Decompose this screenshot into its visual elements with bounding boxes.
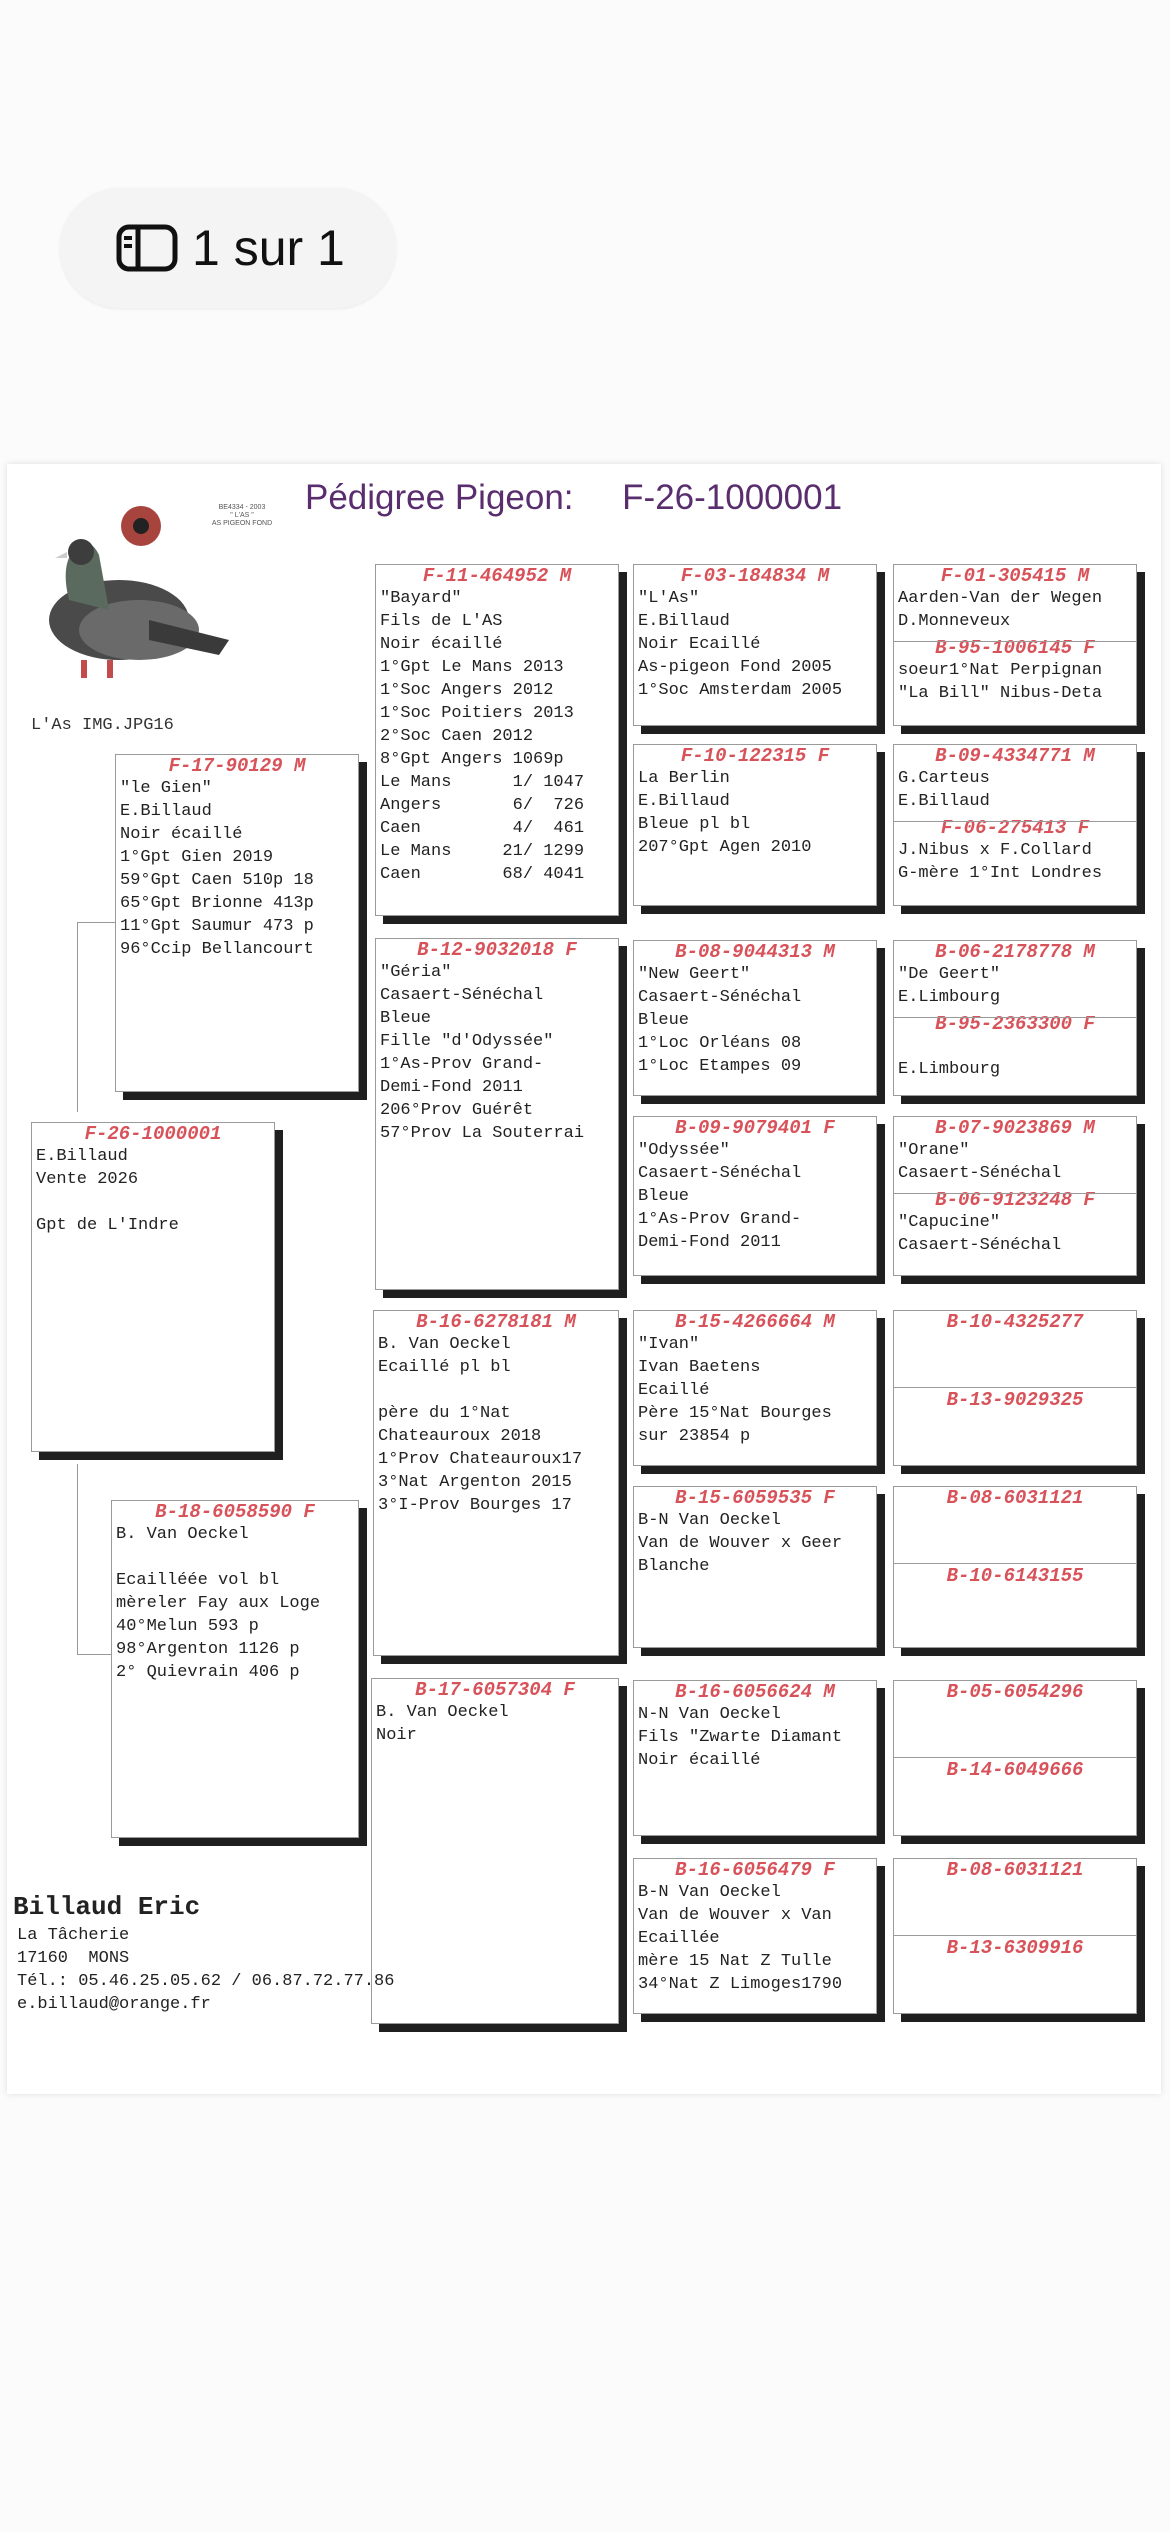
ring-number: B-06-9123248 F xyxy=(935,1189,1095,1211)
gen4-pair-box[interactable] xyxy=(893,744,1137,906)
pigeon-info: "Capucine" Casaert-Sénéchal xyxy=(898,1213,1062,1255)
pigeon-info: La Berlin E.Billaud Bleue pl bl 207°Gpt Agen 2010 xyxy=(638,769,812,857)
gen4-pair-box[interactable] xyxy=(893,1680,1137,1836)
pigeon-info: G.Carteus E.Billaud xyxy=(898,769,990,811)
pigeon-info: N-N Van Oeckel Fils "Zwarte Diamant Noir écaillé xyxy=(638,1705,843,1770)
pigeon-info: Aarden-Van der Wegen D.Monneveux xyxy=(898,589,1103,631)
ring-number: F-26-1000001 xyxy=(84,1123,222,1145)
pigeon-info: "Odyssée" Casaert-Sénéchal Bleue 1°As-Prov Grand- Demi-Fond 2011 xyxy=(638,1141,802,1252)
pedigree-sheet xyxy=(7,464,1161,2094)
ring-number: F-06-275413 F xyxy=(940,817,1090,839)
pair-divider xyxy=(894,821,1136,822)
breeder-contact: La Tâcherie 17160 MONS Tél.: 05.46.25.05.62 / 06.87.72.77.86 e.billaud@orange.fr xyxy=(17,1926,395,2014)
pigeon-info: "le Gien" E.Billaud Noir écaillé 1°Gpt Gien 2019 59°Gpt Caen 510p 18 65°Gpt Brionne 413p 11°Gpt Saumur 473 p 96°Ccip Bellancourt xyxy=(120,779,314,959)
ring-number: B-14-6049666 xyxy=(946,1759,1084,1781)
page-count-pill[interactable] xyxy=(60,188,396,308)
pigeon-info: "Orane" Casaert-Sénéchal xyxy=(898,1141,1062,1183)
pair-divider xyxy=(894,1017,1136,1018)
pair-divider xyxy=(894,1563,1136,1564)
subject-box[interactable] xyxy=(31,1122,275,1452)
ring-number: B-18-6058590 F xyxy=(155,1501,315,1523)
pigeon-info: B-N Van Oeckel Van de Wouver x Van Ecaillée mère 15 Nat Z Tulle 34°Nat Z Limoges1790 xyxy=(638,1883,843,1994)
ring-number: B-09-9079401 F xyxy=(675,1117,835,1139)
gen4-pair-box[interactable] xyxy=(893,1858,1137,2014)
gen4-pair-box[interactable] xyxy=(893,1116,1137,1276)
pair-divider xyxy=(894,1387,1136,1388)
ring-number: B-08-6031121 xyxy=(946,1487,1084,1509)
great-grandparent-box[interactable] xyxy=(633,564,877,726)
ring-number: B-16-6056479 F xyxy=(675,1859,835,1881)
card-line: " L'AS " xyxy=(230,512,254,519)
connector xyxy=(77,922,78,1112)
grandparent-box[interactable] xyxy=(371,1678,619,2024)
ring-number: F-17-90129 M xyxy=(168,755,306,777)
pair-divider xyxy=(894,1757,1136,1758)
breeder-name: Billaud Eric xyxy=(13,1892,201,1922)
grandparent-box[interactable] xyxy=(375,938,619,1290)
ring-number: B-07-9023869 M xyxy=(935,1117,1095,1139)
ring-number: B-16-6056624 M xyxy=(675,1681,835,1703)
great-grandparent-box[interactable] xyxy=(633,1680,877,1836)
grandparent-box[interactable] xyxy=(373,1310,619,1656)
gen4-pair-box[interactable] xyxy=(893,564,1137,726)
ring-number: F-10-122315 F xyxy=(680,745,830,767)
great-grandparent-box[interactable] xyxy=(633,1310,877,1466)
ring-number: B-13-9029325 xyxy=(946,1389,1084,1411)
page-count-label: 1 sur 1 xyxy=(192,220,345,276)
great-grandparent-box[interactable] xyxy=(633,1858,877,2014)
pigeon-info: "L'As" E.Billaud Noir Ecaillé As-pigeon Fond 2005 1°Soc Amsterdam 2005 xyxy=(638,589,843,700)
ring-number: B-08-6031121 xyxy=(946,1859,1084,1881)
ring-number: B-10-6143155 xyxy=(946,1565,1084,1587)
pigeon-info: B. Van Oeckel Ecailléée vol bl mèreler Fay aux Loge 40°Melun 593 p 98°Argenton 1126 p 2° Quievrain 406 p xyxy=(116,1525,321,1682)
page-title: Pédigree Pigeon: F-26-1000001 xyxy=(305,478,843,517)
ring-number: B-95-2363300 F xyxy=(935,1013,1095,1035)
ring-number: F-11-464952 M xyxy=(422,565,572,587)
ring-number: F-03-184834 M xyxy=(680,565,830,587)
great-grandparent-box[interactable] xyxy=(633,744,877,906)
gen4-pair-box[interactable] xyxy=(893,940,1137,1096)
ring-number: B-05-6054296 xyxy=(946,1681,1084,1703)
pigeon-info: "Ivan" Ivan Baetens Ecaillé Père 15°Nat Bourges sur 23854 p xyxy=(638,1335,832,1446)
pigeon-info: soeur1°Nat Perpignan "La Bill" Nibus-Deta xyxy=(898,661,1103,703)
pigeon-info: "Bayard" Fils de L'AS Noir écaillé 1°Gpt Le Mans 2013 1°Soc Angers 2012 1°Soc Poitiers 2013 2°Soc Caen 2012 8°Gpt Angers 1069p Le Mans 1/ 1047 Angers 6/ 726 Caen 4/ 461 Le Mans 21/ 1299 Caen 68/ 4041 xyxy=(380,589,585,884)
pigeon-info: B. Van Oeckel Noir xyxy=(376,1703,509,1745)
ring-number: B-08-9044313 M xyxy=(675,941,835,963)
pigeon-info: B. Van Oeckel Ecaillé pl bl père du 1°Nat Chateauroux 2018 1°Prov Chateauroux17 3°Nat Argenton 2015 3°I-Prov Bourges 17 xyxy=(378,1335,583,1515)
gen4-pair-box[interactable] xyxy=(893,1486,1137,1648)
ring-number: B-15-4266664 M xyxy=(675,1311,835,1333)
photo-caption: L'As IMG.JPG16 xyxy=(31,716,174,735)
ring-number: B-16-6278181 M xyxy=(416,1311,576,1333)
ring-number: B-17-6057304 F xyxy=(415,1679,575,1701)
pigeon-info: J.Nibus x F.Collard G-mère 1°Int Londres xyxy=(898,841,1103,883)
card-line: AS PIGEON FOND xyxy=(211,520,273,527)
dam-box[interactable] xyxy=(111,1500,359,1838)
ring-number: B-95-1006145 F xyxy=(935,637,1095,659)
connector xyxy=(77,1464,78,1654)
great-grandparent-box[interactable] xyxy=(633,1486,877,1648)
connector xyxy=(77,922,117,923)
pigeon-info: "Géria" Casaert-Sénéchal Bleue Fille "d'Odyssée" 1°As-Prov Grand- Demi-Fond 2011 206°Prov Guérêt 57°Prov La Souterrai xyxy=(380,963,585,1143)
pigeon-card xyxy=(197,504,287,528)
pigeon-photo xyxy=(29,500,269,706)
document-pages-icon xyxy=(116,224,178,272)
pigeon-info: "New Geert" Casaert-Sénéchal Bleue 1°Loc Orléans 08 1°Loc Etampes 09 xyxy=(638,965,802,1076)
great-grandparent-box[interactable] xyxy=(633,1116,877,1276)
ring-number: F-01-305415 M xyxy=(940,565,1090,587)
grandparent-box[interactable] xyxy=(375,564,619,916)
pair-divider xyxy=(894,1193,1136,1194)
pigeon-info: B-N Van Oeckel Van de Wouver x Geer Blanche xyxy=(638,1511,843,1576)
great-grandparent-box[interactable] xyxy=(633,940,877,1096)
gen4-pair-box[interactable] xyxy=(893,1310,1137,1466)
ring-number: B-13-6309916 xyxy=(946,1937,1084,1959)
sire-box[interactable] xyxy=(115,754,359,1092)
pigeon-info: E.Limbourg xyxy=(898,1060,1001,1079)
pigeon-info: "De Geert" E.Limbourg xyxy=(898,965,1001,1007)
pair-divider xyxy=(894,1935,1136,1936)
pair-divider xyxy=(894,641,1136,642)
ring-number: B-09-4334771 M xyxy=(935,745,1095,767)
pigeon-info: E.Billaud Vente 2026 Gpt de L'Indre xyxy=(36,1147,179,1235)
card-line: BE4334 - 2003 xyxy=(218,504,266,511)
ring-number: B-15-6059535 F xyxy=(675,1487,835,1509)
ring-number: B-06-2178778 M xyxy=(935,941,1095,963)
ring-number: B-10-4325277 xyxy=(946,1311,1084,1333)
ring-number: B-12-9032018 F xyxy=(417,939,577,961)
